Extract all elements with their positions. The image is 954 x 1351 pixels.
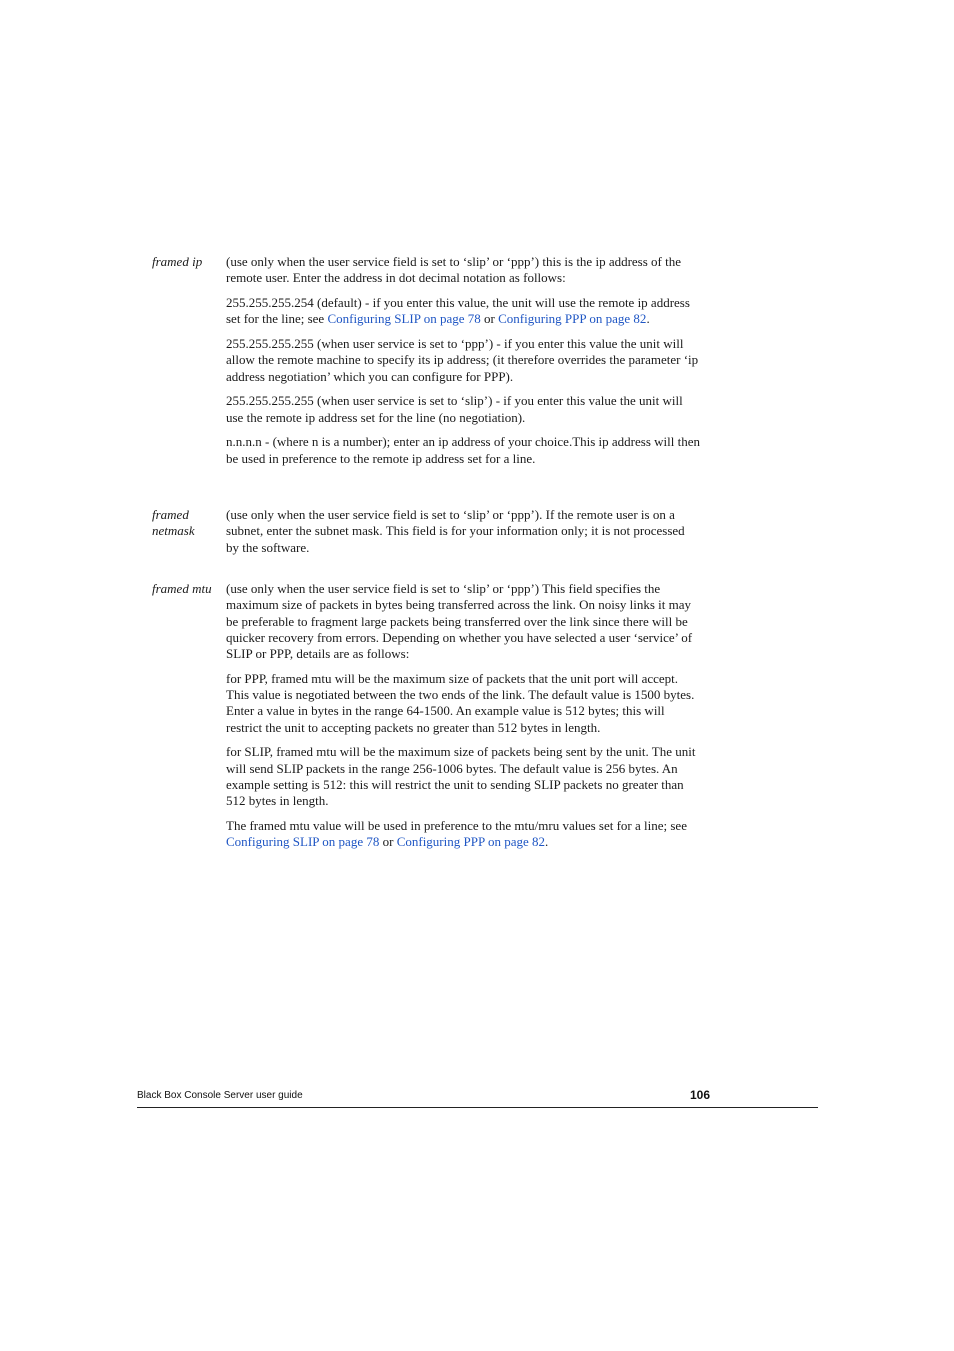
link-configuring-slip[interactable]: Configuring SLIP on page 78 — [327, 311, 481, 327]
paragraph: for SLIP, framed mtu will be the maximum size of packets being sent by the unit. The unit will send SLIP packets in the range 256-1006 bytes. The default value is 256 bytes. An example setting is 512: this will restrict the unit to sending SLIP packets no greater than 512 bytes in length. — [226, 744, 696, 809]
paragraph: (use only when the user service field is set to ‘slip’ or ‘ppp’) This field specifies the maximum size of packets in bytes being transferred across the link. On noisy links it may be preferable to fragment large packets being transferred over the link since there will be quicker recovery from errors. Depending on whether you have selected a user ‘service’ of SLIP or PPP, details are as follows: — [226, 581, 693, 662]
term-framed-netmask — [152, 507, 224, 540]
paragraph: 255.255.255.255 (when user service is set to ‘slip’) - if you enter this value the unit will use the remote ip address set for the line (no negotiation). — [226, 393, 683, 425]
term-framed-ip: framed ip — [152, 254, 203, 269]
link-configuring-ppp[interactable]: Configuring PPP on page 82 — [396, 834, 545, 850]
paragraph: (use only when the user service field is set to ‘slip’ or ‘ppp’). If the remote user is on a subnet, enter the subnet mask. This field is for your information only; it is not processed by the software. — [226, 507, 685, 555]
paragraph: for PPP, framed mtu will be the maximum size of packets that the unit port will accept. This value is negotiated between the two ends of the link. The default value is 1500 bytes. Enter a value in bytes in the range 64-1500. An example value is 512 bytes; this will restrict the unit to accepting packets no greater than 512 bytes in length. — [226, 670, 695, 735]
text: The framed mtu value will be used in preference to the mtu/mru values set for a line; see — [226, 818, 687, 834]
term-line: framed — [152, 507, 189, 522]
link-configuring-ppp[interactable]: Configuring PPP on page 82 — [498, 311, 647, 327]
footer-document-title: Black Box Console Server user guide — [137, 1090, 303, 1101]
paragraph: n.n.n.n - (where n is a number); enter an ip address of your choice.This ip address will then be used in preference to the remote ip address set for a line. — [226, 434, 701, 466]
footer-divider — [137, 1107, 818, 1108]
term-framed-mtu: framed mtu — [152, 581, 212, 596]
text: . — [646, 311, 650, 327]
text: . — [545, 834, 549, 850]
description-framed-mtu — [226, 581, 700, 851]
term-line: netmask — [152, 523, 195, 539]
text: or — [480, 311, 499, 327]
footer-page-number: 106 — [689, 1088, 710, 1102]
paragraph: (use only when the user service field is set to ‘slip’ or ‘ppp’) this is the ip address of the remote user. Enter the address in dot decimal notation as follows: — [226, 254, 682, 286]
paragraph-with-links — [226, 818, 700, 851]
text: 255.255.255.254 (default) - if you enter this value, the unit will use the remote ip address set for the line; see — [226, 294, 690, 327]
link-configuring-slip[interactable]: Configuring SLIP on page 78 — [226, 834, 380, 850]
description-framed-netmask — [226, 507, 700, 556]
text: or — [379, 834, 397, 850]
paragraph-with-links — [226, 295, 700, 328]
paragraph: 255.255.255.255 (when user service is set to ‘ppp’) - if you enter this value the unit will allow the remote machine to specify its ip address; (it therefore overrides the parameter ‘ip address negotiation’ which you can configure for PPP). — [226, 335, 699, 384]
description-framed-ip — [226, 254, 700, 467]
